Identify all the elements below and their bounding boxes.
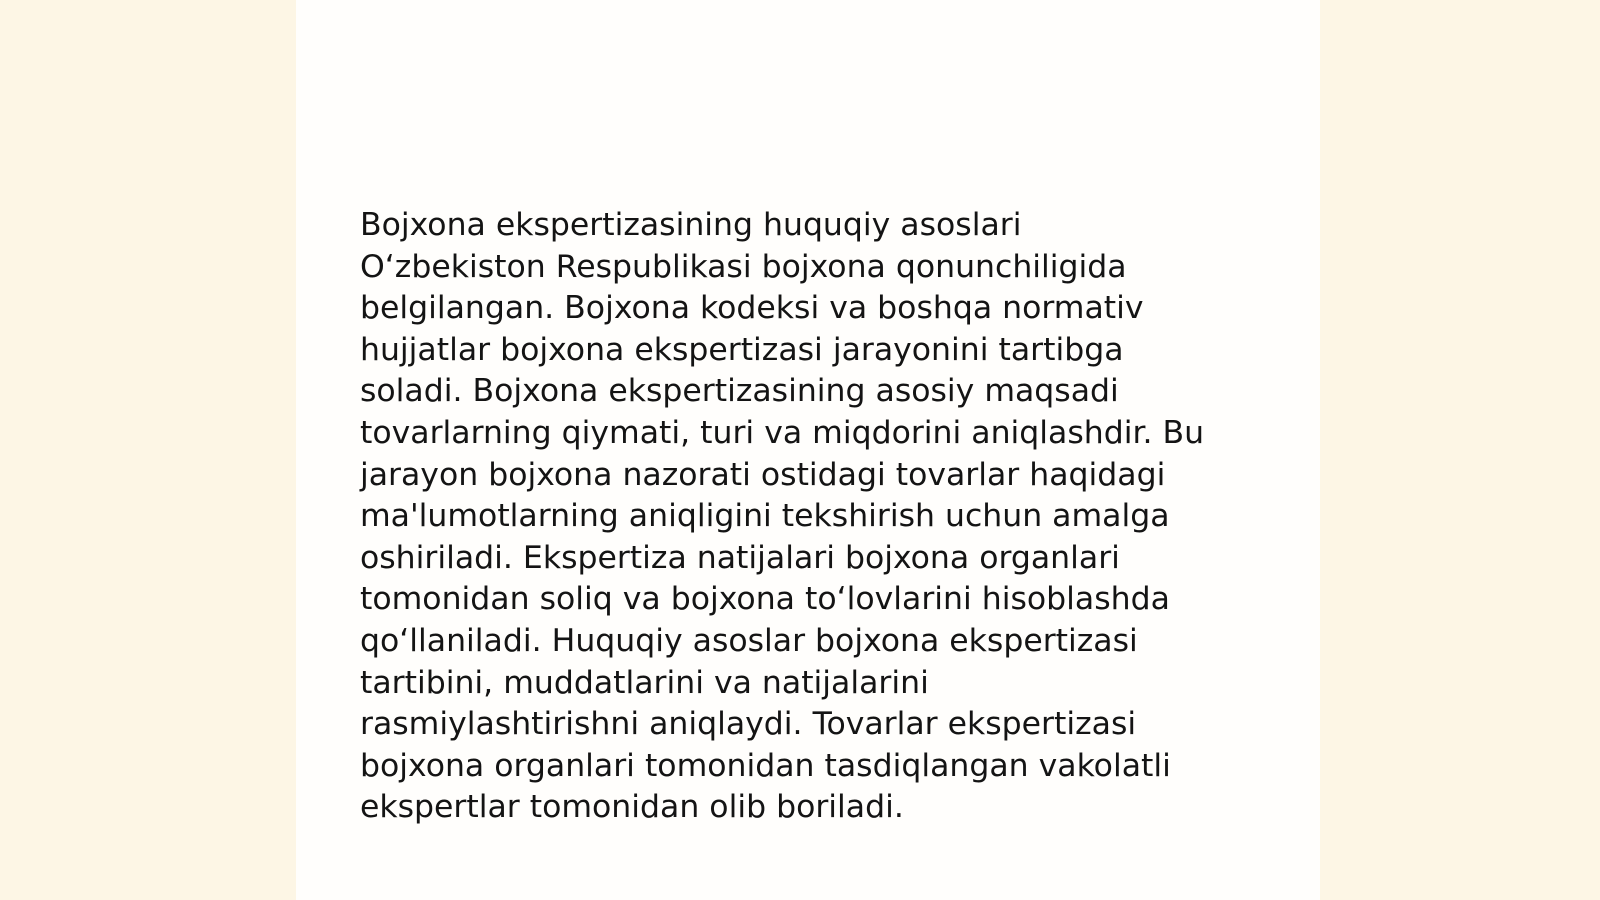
slide-paragraph: Bojxona ekspertizasining huquqiy asoslari O‘zbekiston Respublikasi bojxona qonunchiligida belgilangan. Bojxona kodeksi va boshqa normativ hujjatlar bojxona ekspertizasi jarayonini tartibga soladi. Bojxona ekspertizasining asosiy maqsadi tovarlarning qiymati, turi va miqdorini aniqlashdir. Bu jarayon bojxona nazorati ostidagi tovarlar haqidagi ma'lumotlarning aniqligini tekshirish uchun amalga oshiriladi. Ekspertiza natijalari bojxona organlari tomonidan soliq va bojxona to‘lovlarini hisoblashda qo‘llaniladi. Huquqiy asoslar bojxona ekspertizasi tartibini, muddatlarini va natijalarini rasmiylashtirishni aniqlaydi. Tovarlar ekspertizasi bojxona organlari tomonidan tasdiqlangan vakolatli ekspertlar tomonidan olib boriladi.: [360, 207, 1205, 826]
slide-canvas: [296, 0, 1320, 900]
backdrop-right: [1320, 0, 1600, 900]
backdrop-left: [0, 0, 296, 900]
